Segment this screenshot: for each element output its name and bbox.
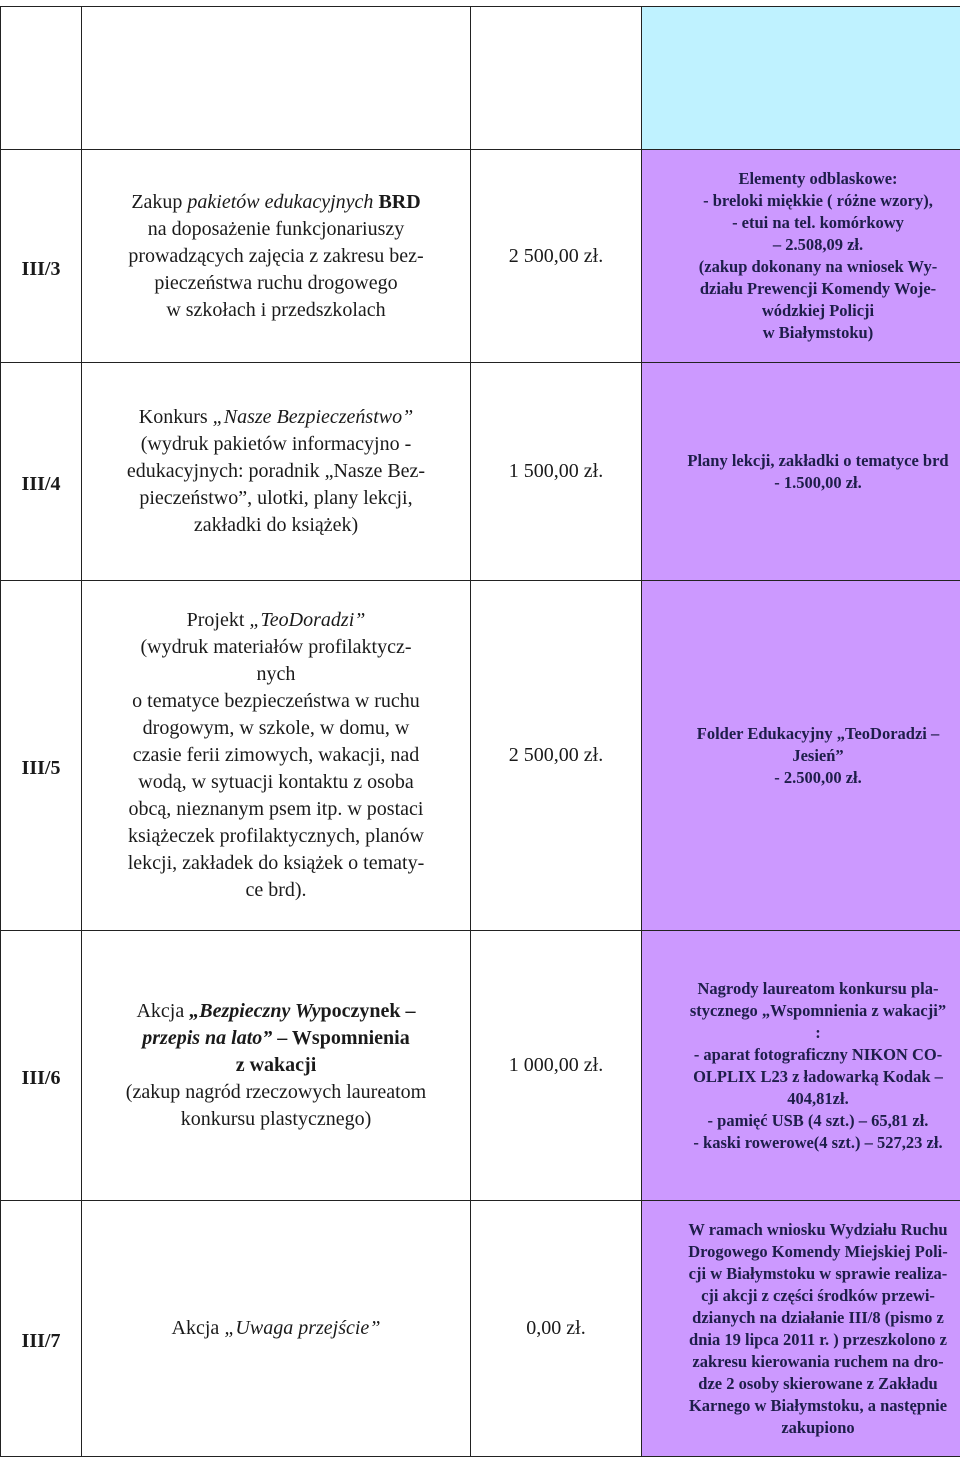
- description-text: drogowym, w szkole, w domu, w: [143, 717, 410, 739]
- description-line: [90, 823, 462, 850]
- description-line: [90, 458, 462, 485]
- description-text: z wakacji: [236, 1054, 317, 1076]
- notes-line: - 2.500,00 zł.: [652, 767, 960, 789]
- cell-amount: 0,00 zł.: [471, 1201, 642, 1457]
- description-line: [90, 431, 462, 458]
- budget-table: [0, 6, 960, 1457]
- cell-id-blank: [1, 7, 82, 150]
- description-line: [90, 1315, 462, 1342]
- description-text: czasie ferii zimowych, wakacji, nad: [133, 744, 420, 766]
- notes-line: - pamięć USB (4 szt.) – 65,81 zł.: [652, 1110, 960, 1132]
- notes-line: Elementy odblaskowe:: [652, 168, 960, 190]
- description-line: [90, 1079, 462, 1106]
- description-line: [90, 742, 462, 769]
- description-line: [90, 270, 462, 297]
- cell-item-id: III/7: [1, 1201, 82, 1457]
- notes-line: - aparat fotograficzny NIKON CO-: [652, 1044, 960, 1066]
- description-text: wodą, w sytuacji kontaktu z osoba: [138, 771, 414, 793]
- notes-line: OLPLIX L23 z ładowarką Kodak –: [652, 1066, 960, 1088]
- description-text: zakładki do książek): [194, 514, 358, 536]
- notes-line: - kaski rowerowe(4 szt.) – 527,23 zł.: [652, 1132, 960, 1154]
- notes-line: Jesień”: [652, 745, 960, 767]
- cell-item-id: III/4: [1, 363, 82, 581]
- description-text: edukacyjnych: poradnik „Nasze Bez-: [127, 460, 425, 482]
- notes-line: Folder Edukacyjny „TeoDoradzi –: [652, 723, 960, 745]
- description-text: w szkołach i przedszkolach: [166, 299, 385, 321]
- cell-notes: [642, 581, 960, 931]
- description-text: „Uwaga przejście”: [224, 1317, 380, 1339]
- description-text: „Bezpieczny Wy: [189, 1000, 320, 1022]
- notes-line: zakupiono: [652, 1417, 960, 1439]
- description-text: prowadzących zajęcia z zakresu bez-: [128, 245, 423, 267]
- description-text: (wydruk pakietów informacyjno -: [141, 433, 411, 455]
- description-text: poczynek –: [321, 1000, 416, 1022]
- notes-line: - etui na tel. komórkowy: [652, 212, 960, 234]
- notes-line: w Białymstoku): [652, 322, 960, 344]
- notes-line: (zakup dokonany na wniosek Wy-: [652, 256, 960, 278]
- notes-line: Karnego w Białymstoku, a następnie: [652, 1395, 960, 1417]
- description-text: Projekt: [187, 609, 250, 631]
- description-text: lekcji, zakładek do książek o tematy-: [128, 852, 425, 874]
- cell-description: [82, 931, 471, 1201]
- table-row: [1, 581, 960, 931]
- notes-line: dnia 19 lipca 2011 r. ) przeszkolono z: [652, 1329, 960, 1351]
- description-text: nych: [257, 663, 296, 685]
- description-text: Akcja: [172, 1317, 225, 1339]
- description-text: (wydruk materiałów profilaktycz-: [140, 636, 411, 658]
- description-text: – Wspomnienia: [272, 1027, 409, 1049]
- description-text: ce brd).: [245, 879, 306, 901]
- description-text: książeczek profilaktycznych, planów: [128, 825, 424, 847]
- notes-line: W ramach wniosku Wydziału Ruchu: [652, 1219, 960, 1241]
- cell-notes: [642, 363, 960, 581]
- description-line: [90, 607, 462, 634]
- cell-item-id: III/5: [1, 581, 82, 931]
- description-text: Akcja: [136, 1000, 189, 1022]
- description-text: Konkurs: [139, 406, 213, 428]
- notes-line: cji w Białymstoku w sprawie realiza-: [652, 1263, 960, 1285]
- description-text: przepis na lato”: [142, 1027, 272, 1049]
- description-text: pieczeństwo”, ulotki, plany lekcji,: [139, 487, 412, 509]
- cell-item-id: III/6: [1, 931, 82, 1201]
- description-line: [90, 634, 462, 661]
- cell-description: [82, 581, 471, 931]
- cell-amount: 1 500,00 zł.: [471, 363, 642, 581]
- cell-description: [82, 150, 471, 363]
- description-text: BRD: [373, 191, 420, 213]
- description-text: o tematyce bezpieczeństwa w ruchu: [132, 690, 420, 712]
- description-text: pakietów edukacyjnych: [187, 191, 373, 213]
- cell-notes-blank: [642, 7, 960, 150]
- cell-item-id: III/3: [1, 150, 82, 363]
- description-line: [90, 1106, 462, 1133]
- notes-line: wódzkiej Policji: [652, 300, 960, 322]
- description-text: konkursu plastycznego): [181, 1108, 372, 1130]
- table-row-blank: [1, 7, 960, 150]
- cell-description: [82, 1201, 471, 1457]
- notes-line: stycznego „Wspomnienia z wakacji”: [652, 1000, 960, 1022]
- notes-line: - 1.500,00 zł.: [652, 472, 960, 494]
- description-line: [90, 1052, 462, 1079]
- description-line: [90, 661, 462, 688]
- description-line: [90, 688, 462, 715]
- cell-notes: [642, 150, 960, 363]
- description-text: obcą, nieznanym psem itp. w postaci: [129, 798, 424, 820]
- notes-line: dze 2 osoby skierowane z Zakładu: [652, 1373, 960, 1395]
- description-text: „TeoDoradzi”: [249, 609, 365, 631]
- description-line: [90, 715, 462, 742]
- notes-line: Drogowego Komendy Miejskiej Poli-: [652, 1241, 960, 1263]
- notes-line: dzianych na działanie III/8 (pismo z: [652, 1307, 960, 1329]
- description-text: pieczeństwa ruchu drogowego: [154, 272, 397, 294]
- description-line: [90, 512, 462, 539]
- description-line: [90, 998, 462, 1025]
- notes-line: 404,81zł.: [652, 1088, 960, 1110]
- description-line: [90, 850, 462, 877]
- cell-description: [82, 363, 471, 581]
- description-line: [90, 796, 462, 823]
- description-line: [90, 404, 462, 431]
- description-text: „Nasze Bezpieczeństwo”: [213, 406, 414, 428]
- description-line: [90, 877, 462, 904]
- description-line: [90, 769, 462, 796]
- table-row: [1, 363, 960, 581]
- description-text: (zakup nagród rzeczowych laureatom: [126, 1081, 426, 1103]
- notes-line: - breloki miękkie ( różne wzory),: [652, 190, 960, 212]
- description-line: [90, 1025, 462, 1052]
- cell-notes: [642, 1201, 960, 1457]
- cell-amount: 2 500,00 zł.: [471, 150, 642, 363]
- notes-line: cji akcji z części środków przewi-: [652, 1285, 960, 1307]
- notes-line: zakresu kierowania ruchem na dro-: [652, 1351, 960, 1373]
- cell-amount: 1 000,00 zł.: [471, 931, 642, 1201]
- cell-notes: [642, 931, 960, 1201]
- description-line: [90, 189, 462, 216]
- description-line: [90, 216, 462, 243]
- table-row: [1, 931, 960, 1201]
- description-text: Zakup: [131, 191, 187, 213]
- description-text: na doposażenie funkcjonariuszy: [148, 218, 405, 240]
- cell-amount-blank: [471, 7, 642, 150]
- notes-line: Nagrody laureatom konkursu pla-: [652, 978, 960, 1000]
- table-row: [1, 150, 960, 363]
- notes-line: – 2.508,09 zł.: [652, 234, 960, 256]
- cell-amount: 2 500,00 zł.: [471, 581, 642, 931]
- notes-line: działu Prewencji Komendy Woje-: [652, 278, 960, 300]
- description-line: [90, 297, 462, 324]
- description-line: [90, 243, 462, 270]
- description-line: [90, 485, 462, 512]
- notes-line: Plany lekcji, zakładki o tematyce brd: [652, 450, 960, 472]
- table-row: [1, 1201, 960, 1457]
- notes-line: :: [652, 1022, 960, 1044]
- cell-description-blank: [82, 7, 471, 150]
